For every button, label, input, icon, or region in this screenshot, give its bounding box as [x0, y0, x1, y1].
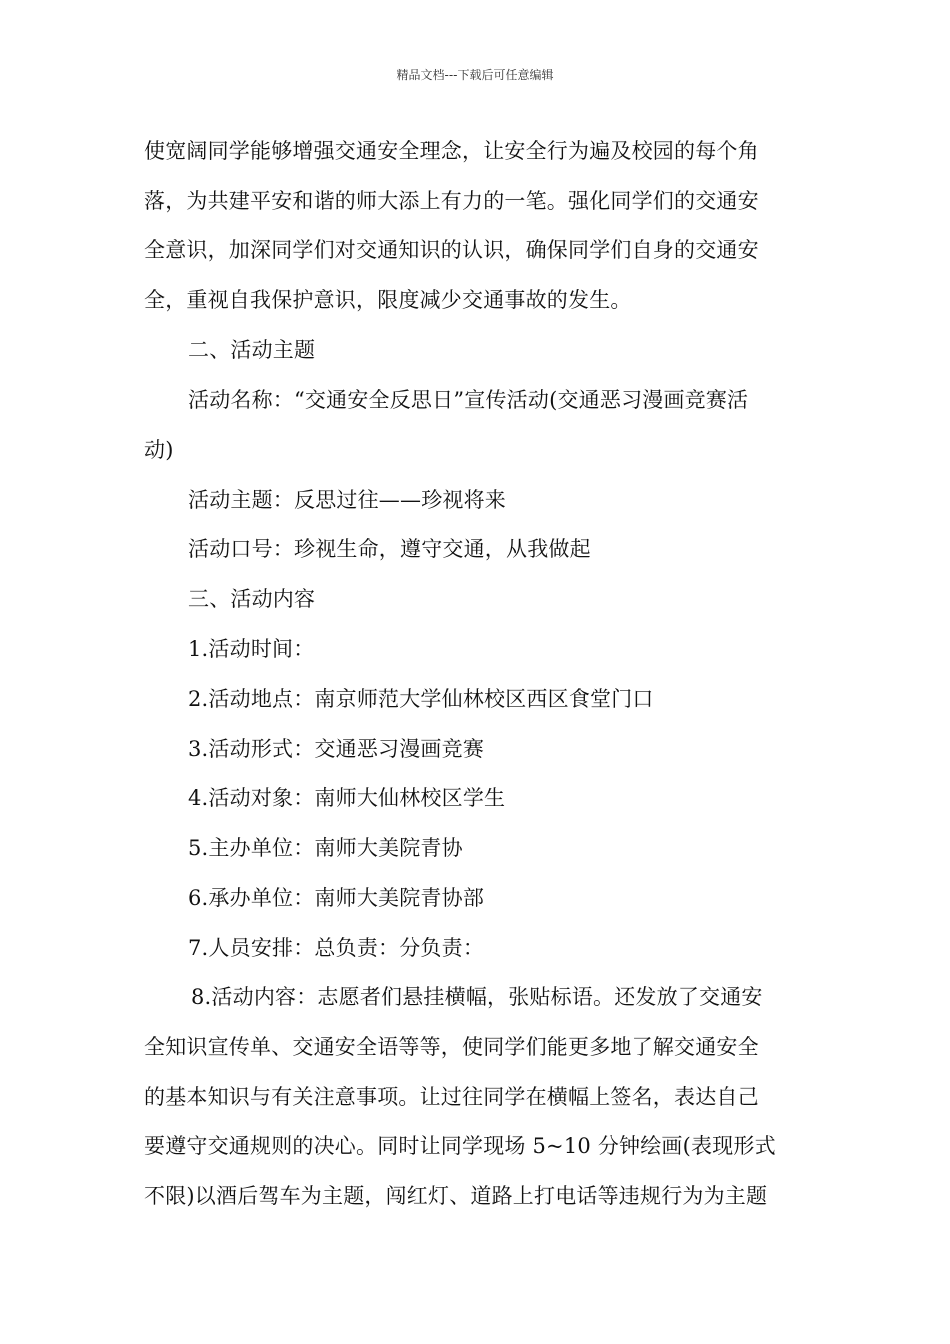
body-line: 动) — [144, 438, 174, 462]
body-line: 全知识宣传单、交通安全语等等，使同学们能更多地了解交通安全 — [144, 1035, 759, 1059]
list-item: 6.承办单位：南师大美院青协部 — [188, 886, 485, 910]
body-line: 全，重视自我保护意识，限度减少交通事故的发生。 — [144, 288, 632, 312]
list-item: 2.活动地点：南京师范大学仙林校区西区食堂门口 — [188, 687, 654, 711]
list-item: 4.活动对象：南师大仙林校区学生 — [188, 786, 506, 810]
body-line: 要遵守交通规则的决心。同时让同学现场 5~10 分钟绘画(表现形式 — [144, 1134, 776, 1158]
list-item: 1.活动时间： — [188, 637, 315, 661]
list-item: 5.主办单位：南师大美院青协 — [188, 836, 463, 860]
section-heading: 二、活动主题 — [188, 338, 316, 362]
page-header: 精品文档---下载后可任意编辑 — [396, 68, 554, 82]
body-line: 落，为共建平安和谐的师大添上有力的一笔。强化同学们的交通安 — [144, 189, 759, 213]
body-line: 的基本知识与有关注意事项。让过往同学在横幅上签名，表达自己 — [144, 1085, 759, 1109]
body-line: 活动主题：反思过往——珍视将来 — [188, 488, 506, 512]
list-item: 7.人员安排：总负责：分负责： — [188, 936, 485, 960]
body-line: 活动口号：珍视生命，遵守交通，从我做起 — [188, 537, 591, 561]
section-heading: 三、活动内容 — [188, 587, 316, 611]
list-item: 3.活动形式：交通恶习漫画竞赛 — [188, 737, 485, 761]
body-line: 活动名称：“交通安全反思日”宣传活动(交通恶习漫画竞赛活 — [188, 388, 749, 412]
body-line: 全意识，加深同学们对交通知识的认识，确保同学们自身的交通安 — [144, 238, 759, 262]
body-line: 不限)以酒后驾车为主题，闯红灯、道路上打电话等违规行为为主题 — [144, 1184, 768, 1208]
body-line: 使宽阔同学能够增强交通安全理念，让安全行为遍及校园的每个角 — [144, 139, 759, 163]
list-item: 8.活动内容：志愿者们悬挂横幅，张贴标语。还发放了交通安 — [191, 985, 763, 1009]
